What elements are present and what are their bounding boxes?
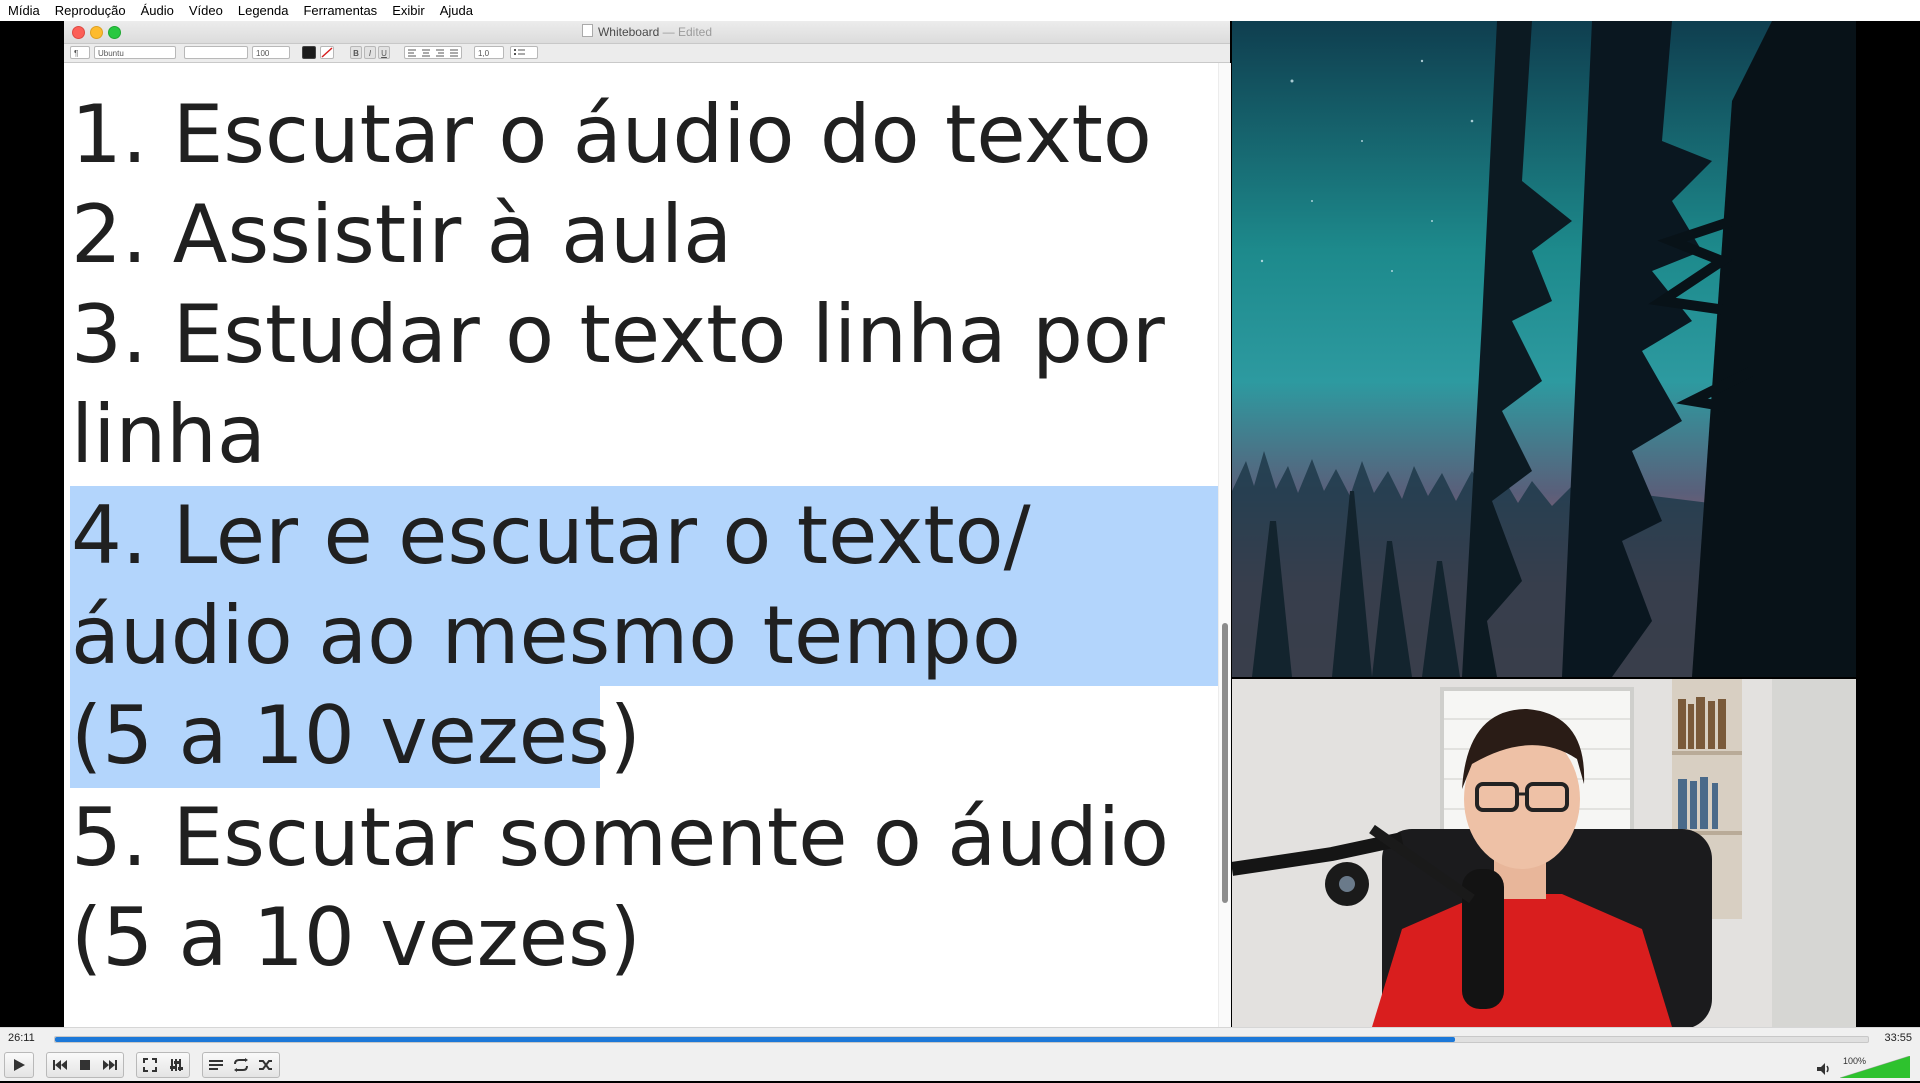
menu-reproducao[interactable]: Reprodução <box>54 3 126 18</box>
webcam-feed <box>1232 679 1856 1027</box>
previous-icon <box>53 1059 67 1071</box>
italic-button: I <box>364 46 376 59</box>
list-line-1: 1. Escutar o áudio do texto <box>71 88 1152 181</box>
window-title-text: Whiteboard <box>597 25 660 39</box>
play-button[interactable] <box>4 1052 34 1078</box>
window-title <box>64 24 1230 39</box>
video-area[interactable] <box>0 21 1920 1027</box>
menu-bar <box>0 0 1920 22</box>
font-size-select: 100 <box>252 46 290 59</box>
fullscreen-button[interactable] <box>137 1058 163 1072</box>
font-style-select <box>184 46 248 59</box>
menu-video[interactable]: Vídeo <box>188 3 223 18</box>
playlist-group <box>202 1052 280 1078</box>
font-family-select: Ubuntu <box>94 46 176 59</box>
list-line-5: 5. Escutar somente o áudio <box>71 791 1169 884</box>
document-icon <box>582 24 593 37</box>
forest-illustration <box>1232 21 1856 677</box>
play-icon <box>12 1058 26 1072</box>
loop-button[interactable] <box>228 1058 253 1072</box>
total-time: 33:55 <box>1884 1032 1912 1044</box>
seek-bar-fill <box>55 1037 1455 1042</box>
list-line-2: 2. Assistir à aula <box>71 188 733 281</box>
highlight-color-swatch <box>320 46 334 59</box>
view-group <box>136 1052 190 1078</box>
text-color-swatch <box>302 46 316 59</box>
whiteboard-window <box>64 21 1230 1027</box>
previous-button[interactable] <box>47 1059 72 1071</box>
paragraph-style-select: ¶ <box>70 46 90 59</box>
list-line-3-cont: linha <box>71 388 266 481</box>
list-line-5-note: (5 a 10 vezes) <box>71 891 641 984</box>
line-spacing-select: 1,0 <box>474 46 504 59</box>
editor-scrollbar <box>1218 63 1231 1027</box>
highlight-color-icon <box>321 47 333 58</box>
menu-legenda[interactable]: Legenda <box>237 3 289 18</box>
shuffle-icon <box>258 1058 274 1072</box>
menu-ajuda[interactable]: Ajuda <box>439 3 473 18</box>
transport-group <box>46 1052 124 1078</box>
shuffle-button[interactable] <box>254 1058 279 1072</box>
next-button[interactable] <box>98 1059 123 1071</box>
alignment-group <box>404 46 462 59</box>
menu-ferramentas[interactable]: Ferramentas <box>303 3 378 18</box>
bold-button: B <box>350 46 362 59</box>
loop-icon <box>233 1058 249 1072</box>
webcam-image <box>1232 679 1856 1027</box>
window-edited-status: — Edited <box>662 25 713 39</box>
volume-percent: 100% <box>1843 1056 1867 1066</box>
list-icon <box>511 47 537 58</box>
stop-icon <box>79 1059 91 1071</box>
extended-settings-icon <box>169 1058 183 1072</box>
elapsed-time: 26:11 <box>8 1032 35 1044</box>
speaker-icon <box>1816 1062 1832 1076</box>
window-titlebar <box>64 21 1230 44</box>
speaker-button[interactable] <box>1816 1062 1832 1081</box>
volume-slider[interactable] <box>1840 1056 1910 1078</box>
stop-button[interactable] <box>72 1059 97 1071</box>
list-line-3: 3. Estudar o texto linha por <box>71 288 1165 381</box>
text-editor <box>64 63 1224 1027</box>
underline-button: U <box>378 46 390 59</box>
menu-exibir[interactable]: Exibir <box>392 3 425 18</box>
playlist-icon <box>209 1059 223 1071</box>
editor-scroll-thumb <box>1222 623 1228 903</box>
list-style-select <box>510 46 538 59</box>
list-line-4-note: (5 a 10 vezes) <box>71 689 641 782</box>
format-toolbar <box>64 44 1230 63</box>
menu-midia[interactable]: Mídia <box>8 3 40 18</box>
player-controls <box>0 1027 1920 1081</box>
list-line-4-cont: áudio ao mesmo tempo <box>71 589 1021 682</box>
fullscreen-icon <box>143 1058 157 1072</box>
playlist-button[interactable] <box>203 1059 228 1071</box>
seek-bar[interactable] <box>54 1036 1869 1043</box>
forest-scene-image <box>1232 21 1856 677</box>
extended-settings-button[interactable] <box>163 1058 189 1072</box>
menu-audio[interactable]: Áudio <box>140 3 174 18</box>
alignment-icons <box>405 47 462 58</box>
volume-wedge <box>1840 1056 1910 1078</box>
list-line-4: 4. Ler e escutar o texto/ <box>71 489 1031 582</box>
next-icon <box>103 1059 117 1071</box>
